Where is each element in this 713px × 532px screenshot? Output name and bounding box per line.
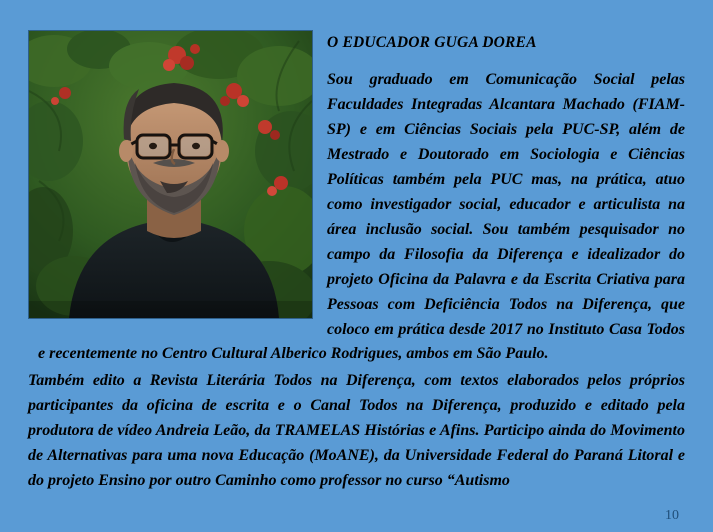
page-number: 10 [665,508,679,523]
portrait-photo-image [29,31,312,318]
biography-paragraph-2: Também edito a Revista Literária Todos na Diferença, com textos elaborados pelos próprios participantes da oficina de escrita e o Canal Todos na Diferença, produzido e editado pela produtora de vídeo Andreia Leão, da TRAMELAS Histórias e Afins. Participo ainda do Movimento de Alternativas para uma nova Educação (MoANE), da Universidade Federal do Paraná Litoral e do projeto Ensino por outro Caminho como professor no curso “Autismo [28,372,685,490]
page-content [28,28,685,494]
section-heading: O EDUCADOR GUGA DOREA [327,34,537,51]
biography-paragraph-1: Sou graduado em Comunicação Social pelas Faculdades Integradas Alcantara Machado (FIAM-SP) e em Ciências Sociais pela PUC-SP, além de Mestrado e Doutorado em Sociologia e Ciências Políticas também pela PUC mas, na prática, atuo como investigador social, educador e articulista na área inclusão social. Sou também pesquisador no campo da Filosofia da Diferença e idealizador do projeto Oficina da Palavra e da Escrita Criativa para Pessoas com Deficiência Todos na Diferença, que coloco em prática desde 2017 no Instituto Casa Todos e recentemente no Centro Cultural Alberico Rodrigues, ambos em São Paulo. [38,71,685,363]
portrait-photo [28,30,313,319]
